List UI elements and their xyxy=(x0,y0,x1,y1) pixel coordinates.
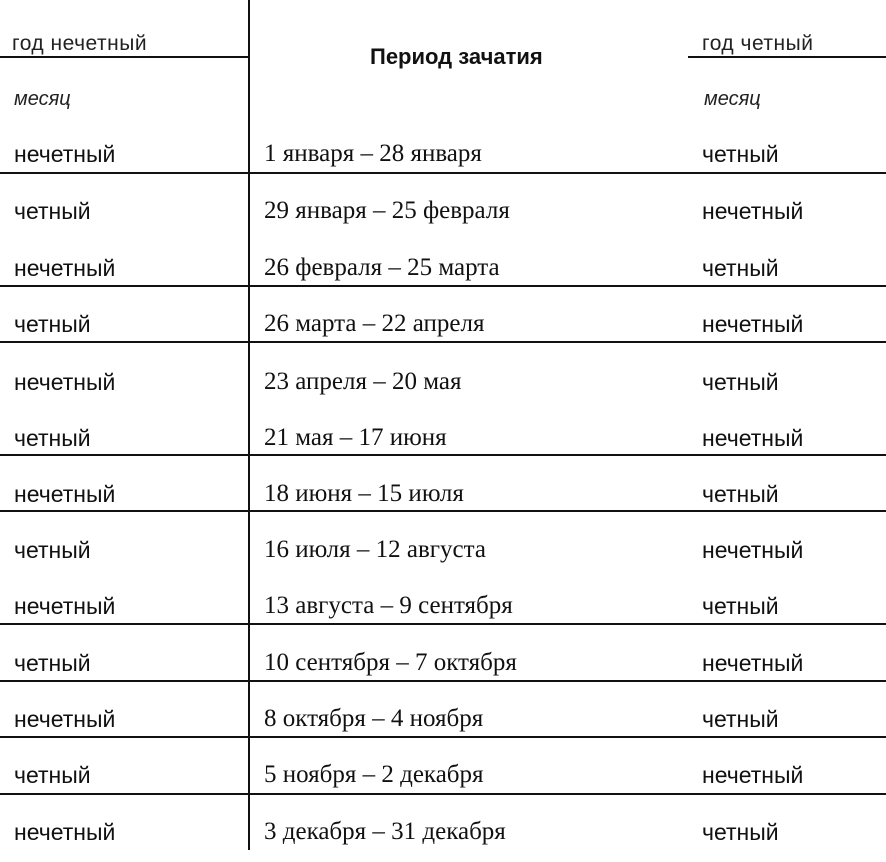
odd-year-month-cell: четный xyxy=(14,650,91,676)
header-underline-right xyxy=(688,56,886,58)
odd-year-month-cell: нечетный xyxy=(14,481,116,507)
row-separator xyxy=(0,172,886,174)
period-cell: 1 января – 28 января xyxy=(264,140,482,167)
even-year-month-cell: нечетный xyxy=(702,537,804,563)
even-year-month-cell: четный xyxy=(702,141,779,167)
odd-year-month-cell: четный xyxy=(14,762,91,788)
odd-year-month-cell: нечетный xyxy=(14,593,116,619)
even-year-month-cell: четный xyxy=(702,369,779,395)
period-cell: 26 февраля – 25 марта xyxy=(264,254,500,281)
even-year-month-cell: нечетный xyxy=(702,311,804,337)
header-underline-left xyxy=(0,56,248,58)
row-separator xyxy=(0,454,886,456)
row-separator xyxy=(0,285,886,287)
month-label-right: месяц xyxy=(704,88,761,110)
period-cell: 8 октября – 4 ноября xyxy=(264,705,484,732)
odd-year-month-cell: нечетный xyxy=(14,706,116,732)
even-year-month-cell: нечетный xyxy=(702,650,804,676)
period-cell: 16 июля – 12 августа xyxy=(264,536,486,563)
row-separator xyxy=(0,510,886,512)
even-year-month-cell: нечетный xyxy=(702,425,804,451)
odd-year-month-cell: нечетный xyxy=(14,369,116,395)
row-separator xyxy=(0,623,886,625)
even-year-header: год четный xyxy=(702,32,814,55)
period-cell: 5 ноября – 2 декабря xyxy=(264,761,484,788)
period-cell: 29 января – 25 февраля xyxy=(264,197,510,224)
even-year-month-cell: нечетный xyxy=(702,762,804,788)
even-year-month-cell: нечетный xyxy=(702,198,804,224)
month-label-left: месяц xyxy=(14,88,71,110)
period-cell: 26 марта – 22 апреля xyxy=(264,310,485,337)
period-cell: 23 апреля – 20 мая xyxy=(264,368,462,395)
period-cell: 21 мая – 17 июня xyxy=(264,424,447,451)
even-year-month-cell: четный xyxy=(702,593,779,619)
period-cell: 18 июня – 15 июля xyxy=(264,480,464,507)
odd-year-month-cell: нечетный xyxy=(14,255,116,281)
odd-year-month-cell: четный xyxy=(14,537,91,563)
row-separator xyxy=(0,680,886,682)
even-year-month-cell: четный xyxy=(702,481,779,507)
even-year-month-cell: четный xyxy=(702,255,779,281)
even-year-month-cell: четный xyxy=(702,706,779,732)
row-separator xyxy=(0,793,886,795)
odd-year-month-cell: четный xyxy=(14,425,91,451)
period-cell: 10 сентября – 7 октября xyxy=(264,649,517,676)
even-year-month-cell: четный xyxy=(702,819,779,845)
period-cell: 3 декабря – 31 декабря xyxy=(264,818,506,845)
period-cell: 13 августа – 9 сентября xyxy=(264,592,513,619)
odd-year-month-cell: нечетный xyxy=(14,141,116,167)
period-header: Период зачатия xyxy=(370,44,543,69)
row-separator xyxy=(0,736,886,738)
odd-year-header: год нечетный xyxy=(12,32,148,55)
row-separator xyxy=(0,341,886,343)
odd-year-month-cell: четный xyxy=(14,311,91,337)
column-divider xyxy=(248,0,250,850)
odd-year-month-cell: нечетный xyxy=(14,819,116,845)
odd-year-month-cell: четный xyxy=(14,198,91,224)
